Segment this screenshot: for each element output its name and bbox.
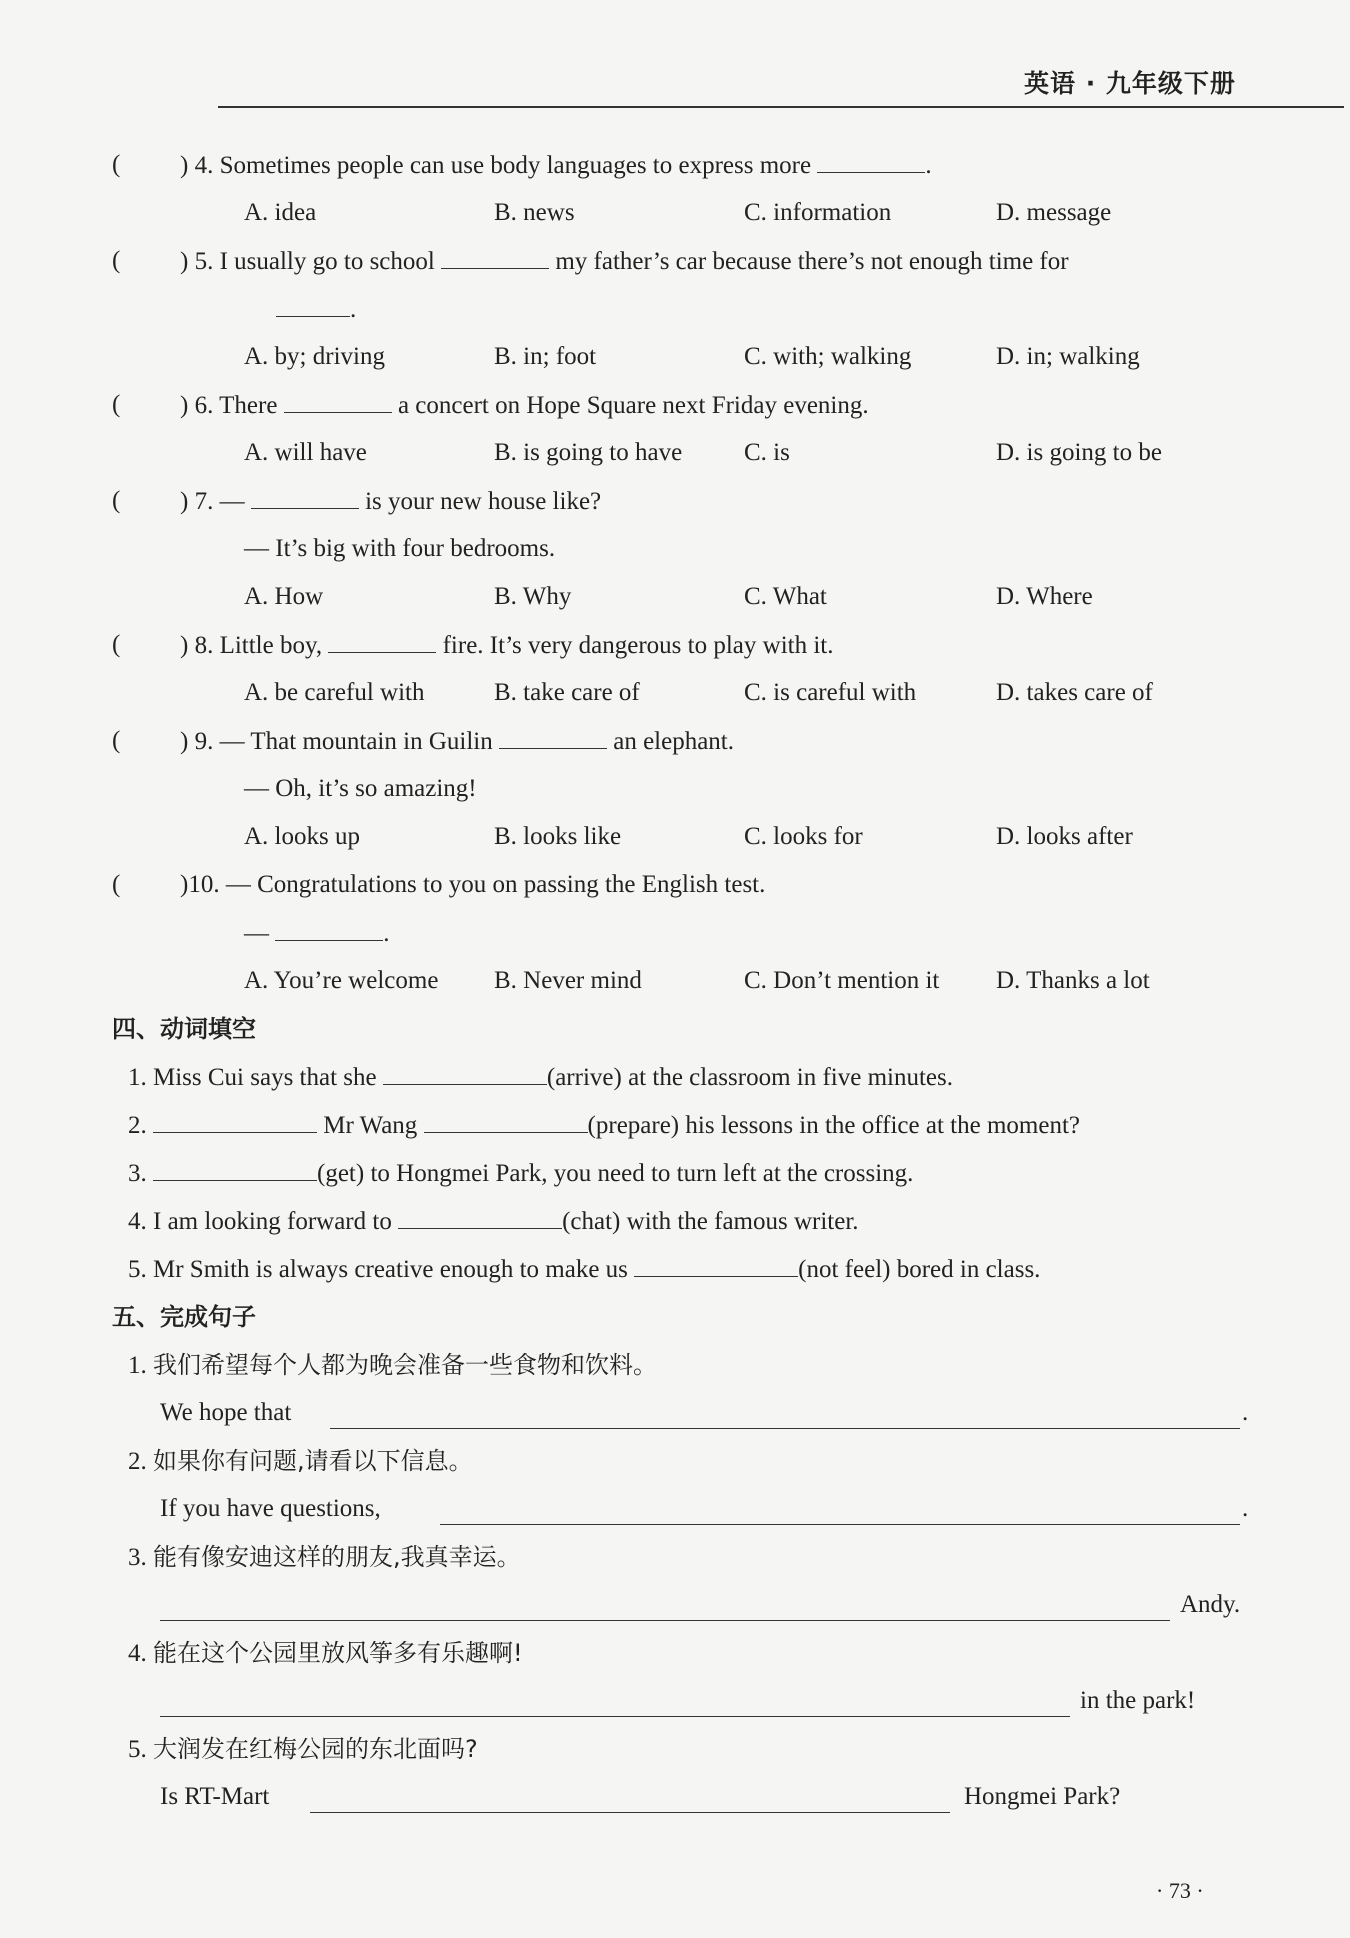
option-b: B. looks like [494,823,622,850]
question-4-body: ) 4. Sometimes people can use body languages to express more . [180,152,932,179]
answer-blank [328,630,436,653]
option-c: C. information [744,199,892,226]
option-b: B. Why [494,583,572,610]
question-8-body: ) 8. Little boy, fire. It’s very dangerous to play with it. [180,632,834,659]
option-b: B. news [494,199,575,226]
answer-paren-open: ( [112,151,121,178]
header-title: 英语 · 九年级下册 [1024,69,1236,98]
chinese-prompt: 我们希望每个人都为晚会准备一些食物和饮料。 [153,1351,657,1379]
verb-item-1: 1. Miss Cui says that she (arrive) at the classroom in five minutes. [128,1064,954,1091]
dialogue-reply: — . [244,920,390,947]
question-10: ( [112,871,121,898]
sentence-item-5: 5. 大润发在红梅公园的东北面吗? [128,1735,478,1763]
option-d: D. in; walking [996,343,1140,370]
question-9: ( [112,727,121,754]
answer-blank [499,726,607,749]
answer-blank [284,390,392,413]
sentence-tail: Andy. [1180,1591,1241,1618]
answer-line [440,1524,1240,1525]
option-c: C. What [744,583,827,610]
option-d: D. looks after [996,823,1133,850]
option-c: C. looks for [744,823,863,850]
option-d: D. Thanks a lot [996,967,1150,994]
answer-blank [817,150,925,173]
answer-blank [634,1254,798,1277]
chinese-prompt: 大润发在红梅公园的东北面吗? [153,1735,478,1763]
option-a: A. by; driving [244,343,385,370]
dialogue-reply: — It’s big with four bedrooms. [244,535,556,562]
option-d: D. is going to be [996,439,1162,466]
sentence-lead: If you have questions, [160,1495,381,1522]
answer-blank [398,1206,562,1229]
question-10-body: )10. — Congratulations to you on passing the English test. [180,871,766,898]
option-c: C. is careful with [744,679,917,706]
dialogue-reply: — Oh, it’s so amazing! [244,775,477,802]
chinese-prompt: 能有像安迪这样的朋友,我真幸运。 [153,1543,521,1571]
sentence-item-2: 2. 如果你有问题,请看以下信息。 [128,1447,473,1475]
option-d: D. message [996,199,1112,226]
sentence-item-4: 4. 能在这个公园里放风筝多有乐趣啊! [128,1639,523,1667]
option-a: A. be careful with [244,679,425,706]
sentence-lead: We hope that [160,1399,292,1426]
option-b: B. in; foot [494,343,597,370]
answer-blank [383,1062,547,1085]
question-8: ( [112,631,121,658]
option-c: C. with; walking [744,343,912,370]
sentence-item-3: 3. 能有像安迪这样的朋友,我真幸运。 [128,1543,521,1571]
sentence-end: . [1242,1495,1249,1522]
page-number: · 73 · [1156,1878,1204,1903]
answer-line [330,1428,1240,1429]
chinese-prompt: 能在这个公园里放风筝多有乐趣啊! [153,1639,523,1667]
option-a: A. idea [244,199,317,226]
answer-blank [276,294,350,317]
answer-line [160,1620,1170,1621]
answer-blank [424,1110,588,1133]
option-b: B. Never mind [494,967,642,994]
header-rule [218,106,1344,108]
answer-blank [153,1158,317,1181]
question-6-body: ) 6. There a concert on Hope Square next Friday evening. [180,392,869,419]
verb-item-2: 2. Mr Wang (prepare) his lessons in the office at the moment? [128,1112,1080,1139]
question-5-continued: . [276,294,356,325]
sentence-end: . [1242,1399,1249,1426]
answer-line [310,1812,950,1813]
sentence-tail: in the park! [1080,1687,1196,1714]
answer-blank [251,486,359,509]
question-4 [112,150,120,180]
answer-line [160,1716,1070,1717]
option-a: A. You’re welcome [244,967,439,994]
option-a: A. How [244,583,324,610]
question-7-body: ) 7. — is your new house like? [180,488,602,515]
question-7: ( [112,487,121,514]
option-b: B. take care of [494,679,640,706]
sentence-lead: Is RT-Mart [160,1783,270,1810]
section-title-complete-sentences: 五、完成句子 [112,1303,256,1331]
option-a: A. looks up [244,823,360,850]
option-a: A. will have [244,439,367,466]
option-c: C. Don’t mention it [744,967,940,994]
sentence-tail: Hongmei Park? [964,1783,1121,1810]
verb-item-3: 3. (get) to Hongmei Park, you need to turn left at the crossing. [128,1160,914,1187]
option-d: D. Where [996,583,1093,610]
chinese-prompt: 如果你有问题,请看以下信息。 [153,1447,473,1475]
answer-blank [153,1110,317,1133]
question-5-body: ) 5. I usually go to school my father’s car because there’s not enough time for [180,248,1069,275]
verb-item-5: 5. Mr Smith is always creative enough to make us (not feel) bored in class. [128,1256,1041,1283]
question-6: ( [112,391,121,418]
section-title-verb-fill: 四、动词填空 [112,1015,256,1043]
question-5: ( [112,247,121,274]
question-9-body: ) 9. — That mountain in Guilin an elephant. [180,728,734,755]
option-b: B. is going to have [494,439,683,466]
option-d: D. takes care of [996,679,1153,706]
sentence-item-1: 1. 我们希望每个人都为晚会准备一些食物和饮料。 [128,1351,657,1379]
answer-blank [441,246,549,269]
verb-item-4: 4. I am looking forward to (chat) with the famous writer. [128,1208,859,1235]
option-c: C. is [744,439,790,466]
answer-blank [275,918,383,941]
